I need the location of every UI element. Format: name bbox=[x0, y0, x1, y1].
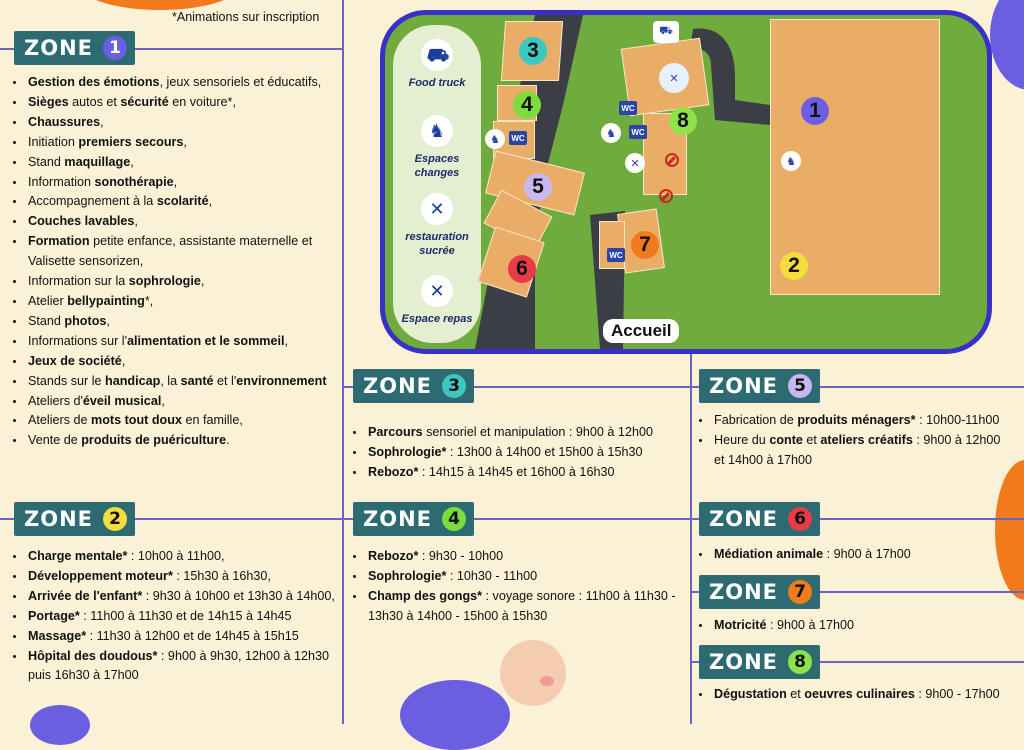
item-text: handicap bbox=[105, 373, 161, 388]
zone-word: ZONE bbox=[709, 650, 778, 674]
legend-meal-area-label: Espace repas bbox=[401, 313, 473, 325]
decor-blob-right bbox=[995, 460, 1024, 600]
decor-blob-top bbox=[80, 0, 240, 10]
zone-7-tag bbox=[699, 575, 820, 609]
item-text: petite enfance, assistante maternelle et Valisette sensorizen, bbox=[28, 234, 313, 269]
item-text: alimentation et le sommeil bbox=[127, 333, 285, 348]
zone-3-tag bbox=[353, 369, 474, 403]
zone-2-item bbox=[26, 547, 346, 567]
zone-5-number: 5 bbox=[788, 374, 812, 398]
item-text: , bbox=[130, 154, 134, 169]
map-marker-6: 6 bbox=[508, 255, 536, 283]
baby-cheek bbox=[540, 676, 554, 686]
decor-blob-top-right bbox=[990, 0, 1024, 90]
item-text: , bbox=[173, 174, 178, 189]
item-text: Ateliers d' bbox=[28, 393, 83, 408]
divider-line bbox=[0, 518, 1024, 520]
zone-1-item bbox=[26, 192, 346, 212]
map-marker-3: 3 bbox=[519, 37, 547, 65]
item-text: : 14h15 à 14h45 et 16h00 à 16h30 bbox=[418, 464, 615, 479]
item-text: Stand bbox=[28, 154, 65, 169]
item-text: autos et bbox=[68, 94, 121, 109]
item-text: Information sur la bbox=[28, 274, 129, 289]
item-text: Accompagnement à la bbox=[28, 194, 157, 209]
wc-icon: WC bbox=[619, 101, 637, 115]
zone-2-list bbox=[12, 547, 346, 686]
item-text: ateliers créatifs bbox=[820, 432, 913, 447]
item-text: photos bbox=[64, 313, 107, 328]
item-text: Informations sur l' bbox=[28, 333, 127, 348]
zone-1-item bbox=[26, 173, 346, 193]
item-text: Couches lavables bbox=[28, 214, 135, 229]
fork-spoon-icon: ✕ bbox=[421, 275, 453, 307]
zone-1-item bbox=[26, 392, 346, 412]
item-text: conte bbox=[769, 432, 803, 447]
zone-word: ZONE bbox=[709, 507, 778, 531]
item-text: environnement bbox=[236, 373, 327, 388]
item-text: Champ des gongs* bbox=[368, 588, 483, 603]
map-marker-2: 2 bbox=[780, 252, 808, 280]
zone-5-list bbox=[698, 411, 1012, 471]
item-text: : 15h30 à 16h30, bbox=[172, 568, 271, 583]
item-text: Jeux de société bbox=[28, 353, 122, 368]
zone-2-item bbox=[26, 587, 346, 607]
baby-changing-icon: ♞ bbox=[781, 151, 801, 171]
zone-word: ZONE bbox=[709, 580, 778, 604]
item-text: : 9h30 à 10h00 et 13h30 à 14h00, bbox=[142, 588, 335, 603]
zone-1-item bbox=[26, 312, 346, 332]
item-text: scolarité bbox=[156, 194, 209, 209]
item-text: bellypainting bbox=[67, 293, 145, 308]
map-legend bbox=[393, 25, 481, 343]
zone-1-item bbox=[26, 232, 346, 272]
item-text: Sièges bbox=[28, 94, 69, 109]
item-text: , bbox=[284, 333, 288, 348]
map-marker-1: 1 bbox=[801, 97, 829, 125]
zone-8-item bbox=[712, 685, 1024, 705]
zone-1-item bbox=[26, 292, 346, 312]
no-entry-icon bbox=[665, 153, 679, 167]
decor-blob-bottom-left bbox=[30, 705, 90, 745]
item-text: Parcours bbox=[368, 425, 423, 439]
meal-area-icon: ✕ bbox=[659, 63, 689, 93]
item-text: , bbox=[121, 353, 126, 368]
item-text: sécurité bbox=[120, 94, 169, 109]
zone-6-tag bbox=[699, 502, 820, 536]
zone-6-list bbox=[698, 545, 1012, 565]
item-text: Heure du bbox=[714, 432, 770, 447]
zone-1-item bbox=[26, 352, 346, 372]
item-text: , bbox=[100, 114, 104, 129]
zone-3-item bbox=[366, 463, 700, 483]
zone-word: ZONE bbox=[24, 36, 93, 60]
item-text: : 9h30 - 10h00 bbox=[418, 549, 504, 563]
item-text: : 9h00 à 17h00 bbox=[766, 618, 855, 632]
legend-baby-changing bbox=[393, 115, 481, 180]
map-marker-5: 5 bbox=[524, 173, 552, 201]
item-text: en voiture*, bbox=[168, 94, 236, 109]
item-text: Sophrologie* bbox=[368, 568, 447, 583]
item-text: Stand bbox=[28, 313, 65, 328]
legend-food-truck bbox=[393, 39, 481, 90]
zone-1-item bbox=[26, 332, 346, 352]
zone-1-item bbox=[26, 372, 346, 392]
zone-1-list bbox=[12, 73, 346, 451]
item-text: . bbox=[226, 433, 230, 448]
legend-sweet-food bbox=[393, 193, 481, 258]
wc-icon: WC bbox=[629, 125, 647, 139]
zone-1-item bbox=[26, 431, 346, 451]
food-truck-icon: ⛟ bbox=[421, 39, 453, 71]
zone-8-list bbox=[698, 685, 1024, 705]
item-text: : voyage sonore : 11h00 à 11h30 - 13h30 à 14h00 - 15h00 à 15h30 bbox=[368, 588, 676, 623]
zone-2-tag bbox=[14, 502, 135, 536]
legend-meal-area bbox=[393, 275, 481, 326]
item-text: Fabrication de bbox=[714, 413, 798, 427]
legend-sweet-food-label: restauration sucrée bbox=[405, 231, 469, 257]
item-text: santé bbox=[180, 373, 214, 388]
baby-changing-icon: ♞ bbox=[421, 115, 453, 147]
item-text: , bbox=[106, 313, 110, 328]
food-truck-icon: ⛟ bbox=[653, 21, 679, 43]
zone-6-number: 6 bbox=[788, 507, 812, 531]
item-text: Atelier bbox=[28, 293, 68, 308]
zone-1-item bbox=[26, 212, 346, 232]
item-text: , jeux sensoriels et éducatifs, bbox=[159, 75, 322, 89]
baby-illustration bbox=[500, 640, 566, 706]
zone-5-item bbox=[712, 411, 1012, 431]
map-marker-7: 7 bbox=[631, 231, 659, 259]
welcome-desk-label: Accueil bbox=[603, 319, 679, 343]
item-text: sensoriel et manipulation : 9h00 à 12h00 bbox=[422, 425, 653, 439]
item-text: *, bbox=[144, 293, 154, 308]
zone-3-item bbox=[366, 423, 700, 443]
item-text: Initiation bbox=[28, 134, 79, 149]
legend-food-truck-label: Food truck bbox=[408, 77, 466, 89]
zone-2-item bbox=[26, 647, 346, 687]
item-text: : 11h30 à 12h00 et de 14h45 à 15h15 bbox=[86, 628, 299, 643]
zone-2-item bbox=[26, 607, 346, 627]
zone-word: ZONE bbox=[363, 507, 432, 531]
item-text: sophrologie bbox=[128, 274, 201, 289]
zone-7-list bbox=[698, 616, 1012, 636]
registration-note: *Animations sur inscription bbox=[172, 10, 320, 24]
zone-1-number: 1 bbox=[103, 36, 127, 60]
zone-word: ZONE bbox=[24, 507, 93, 531]
zone-5-item bbox=[712, 431, 1012, 471]
item-text: : 11h00 à 11h30 et de 14h15 à 14h45 bbox=[79, 608, 292, 623]
zone-1-item bbox=[26, 73, 346, 93]
zone-3-list bbox=[352, 423, 700, 483]
item-text: Rebozo* bbox=[368, 464, 419, 479]
item-text: Information bbox=[28, 174, 95, 189]
item-text: , bbox=[200, 274, 205, 289]
map-marker-8: 8 bbox=[669, 107, 697, 135]
item-text: Formation bbox=[28, 234, 90, 249]
item-text: Gestion des émotions bbox=[28, 75, 160, 89]
item-text: Chaussures bbox=[28, 114, 101, 129]
zone-7-item bbox=[712, 616, 1012, 636]
item-text: Motricité bbox=[714, 618, 767, 632]
item-text: Rebozo* bbox=[368, 549, 419, 563]
item-text: Développement moteur* bbox=[28, 568, 173, 583]
zone-8-tag bbox=[699, 645, 820, 679]
zone-1-item bbox=[26, 93, 346, 113]
zone-2-number: 2 bbox=[103, 507, 127, 531]
item-text: Vente de bbox=[28, 433, 82, 448]
item-text: Ateliers de bbox=[28, 413, 91, 428]
zone-1-item bbox=[26, 272, 346, 292]
divider-line bbox=[690, 354, 692, 724]
item-text: : 9h00 à 17h00 bbox=[823, 547, 911, 561]
item-text: Charge mentale* bbox=[28, 549, 128, 563]
item-text: : 10h00-11h00 bbox=[915, 413, 1000, 427]
zone-3-item bbox=[366, 443, 700, 463]
item-text: éveil musical bbox=[82, 393, 162, 408]
item-text: : 9h00 à 12h00 et 14h00 à 17h00 bbox=[714, 432, 1001, 467]
item-text: produits ménagers* bbox=[797, 413, 916, 427]
zone-7-number: 7 bbox=[788, 580, 812, 604]
item-text: et bbox=[802, 432, 821, 447]
zone-6-item bbox=[712, 545, 1012, 565]
item-text: , bbox=[161, 393, 165, 408]
site-map bbox=[380, 10, 992, 354]
item-text: et bbox=[786, 687, 805, 701]
item-text: Dégustation bbox=[714, 687, 787, 701]
item-text: : 10h00 à 11h00, bbox=[127, 549, 225, 563]
zone-4-item bbox=[366, 587, 696, 627]
zone-1-item bbox=[26, 113, 346, 133]
zone-1-tag bbox=[14, 31, 135, 65]
zone-1-item bbox=[26, 133, 346, 153]
zone-2-item bbox=[26, 627, 346, 647]
map-marker-4: 4 bbox=[513, 91, 541, 119]
item-text: , la bbox=[160, 373, 181, 388]
zone-word: ZONE bbox=[709, 374, 778, 398]
item-text: maquillage bbox=[64, 154, 131, 169]
zone-4-list bbox=[352, 547, 696, 627]
zone-5-tag bbox=[699, 369, 820, 403]
item-text: , bbox=[134, 214, 138, 229]
item-text: Arrivée de l'enfant* bbox=[28, 588, 143, 603]
zone-word: ZONE bbox=[363, 374, 432, 398]
zone-8-number: 8 bbox=[788, 650, 812, 674]
item-text: oeuvres culinaires bbox=[804, 687, 915, 701]
item-text: : 13h00 à 14h00 et 15h00 à 15h30 bbox=[446, 444, 643, 459]
item-text: mots tout doux bbox=[91, 413, 182, 428]
no-entry-icon bbox=[659, 189, 673, 203]
zone-4-number: 4 bbox=[442, 507, 466, 531]
item-text: et l' bbox=[213, 373, 237, 388]
item-text: sonothérapie bbox=[94, 174, 174, 189]
fork-knife-icon: ✕ bbox=[625, 153, 645, 173]
item-text: : 10h30 - 11h00 bbox=[446, 568, 538, 583]
zone-1-item bbox=[26, 411, 346, 431]
zone-4-item bbox=[366, 547, 696, 567]
item-text: Massage* bbox=[28, 628, 87, 643]
wc-icon: WC bbox=[607, 248, 625, 262]
decor-blob-bottom bbox=[400, 680, 510, 750]
baby-changing-icon: ♞ bbox=[485, 129, 505, 149]
legend-baby-changing-label: Espaces changes bbox=[414, 153, 460, 179]
fork-knife-icon: ✕ bbox=[421, 193, 453, 225]
item-text: : 9h00 - 17h00 bbox=[914, 687, 1000, 701]
item-text: , bbox=[183, 134, 187, 149]
item-text: produits de puériculture bbox=[81, 433, 227, 448]
zone-1-item bbox=[26, 153, 346, 173]
zone-4-tag bbox=[353, 502, 474, 536]
item-text: Portage* bbox=[28, 608, 80, 623]
item-text: Sophrologie* bbox=[368, 444, 447, 459]
baby-changing-icon: ♞ bbox=[601, 123, 621, 143]
item-text: , bbox=[208, 194, 213, 209]
zone-4-item bbox=[366, 567, 696, 587]
item-text: premiers secours bbox=[78, 134, 184, 149]
item-text: : 9h00 à 9h30, 12h00 à 12h30 puis 16h30 à 17h00 bbox=[28, 648, 330, 683]
zone-2-item bbox=[26, 567, 346, 587]
item-text: Stands sur le bbox=[28, 373, 106, 388]
item-text: Hôpital des doudous* bbox=[28, 648, 158, 663]
item-text: en famille, bbox=[181, 413, 243, 428]
item-text: Médiation animale bbox=[714, 547, 824, 561]
wc-icon: WC bbox=[509, 131, 527, 145]
zone-3-number: 3 bbox=[442, 374, 466, 398]
